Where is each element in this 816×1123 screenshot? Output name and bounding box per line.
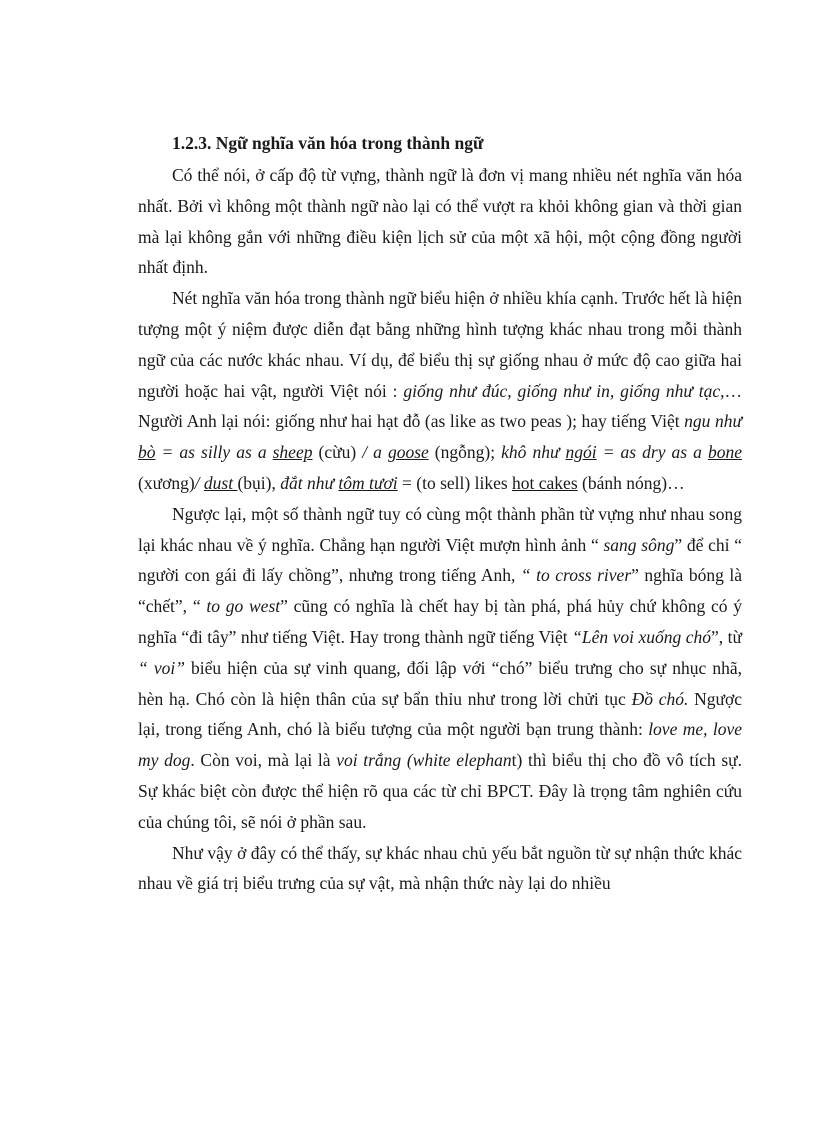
text-run: ” để chỉ “ người con gái đi lấy chồng”, nhưng trong tiếng Anh,	[138, 534, 742, 586]
text-run: ” nghĩa bóng là “chết”, “	[138, 565, 742, 617]
text-run: (cừu)	[312, 442, 363, 463]
text-run: ”, từ	[711, 626, 742, 647]
underlined-word: sheep	[272, 442, 313, 463]
underlined-word: hot cakes	[512, 472, 578, 493]
italic-run: love me, love my dog	[138, 719, 742, 771]
text-run: ” cũng có nghĩa là chết hay bị tàn phá, phá hủy chứ không có ý nghĩa “đi tây” như tiếng Việt. Hay trong thành ngữ tiếng Việt	[138, 596, 742, 647]
italic-run: sang sông	[603, 534, 675, 555]
underlined-word: ngói	[565, 442, 597, 463]
paragraph-2	[138, 283, 742, 499]
italic-run: / a	[362, 442, 388, 463]
text-run: biểu hiện của sự vinh quang, đối lập với “chó” biểu trưng cho sự nhục nhã, hèn hạ. Chó còn là hiện thân của sự bẩn thỉu như trong lời chửi tục	[138, 657, 742, 709]
text-run: ,…Người Anh lại nói: giống như hai hạt đỗ (as like as two peas ); hay tiếng Việt	[138, 380, 742, 432]
text-run: (bánh nóng)…	[577, 472, 685, 493]
italic-run: = as silly as a	[155, 442, 273, 463]
text-run: = (to sell) likes	[397, 472, 513, 493]
italic-run: “ voi”	[138, 657, 185, 678]
italic-run: = as dry as a	[596, 442, 708, 463]
underlined-word: dust	[203, 472, 238, 493]
italic-run: to go west	[206, 596, 281, 617]
text-run: Nét nghĩa văn hóa trong thành ngữ biểu hiện ở nhiều khía cạnh. Trước hết là hiện tượng một ý niệm được diễn đạt bằng những hình tượng khác nhau trong mỗi thành ngữ của các nước khác nhau. Ví dụ, để biểu thị sự giống nhau ở mức độ cao giữa hai người hoặc hai vật, người Việt nói :	[138, 288, 742, 401]
italic-run: giống như đúc, giống như in, giống như tạc	[403, 380, 721, 401]
underlined-word: tôm tươi	[338, 472, 398, 493]
paragraph-3	[138, 499, 742, 838]
text-run: t) thì biểu thị cho đồ vô tích sự. Sự khác biệt còn được thể hiện rõ qua các từ chỉ BPCT. Đây là trọng tâm nghiên cứu của chúng tôi, sẽ nói ở phần sau.	[138, 750, 742, 832]
italic-run: khô như	[501, 442, 566, 463]
italic-run: đắt như	[280, 472, 339, 493]
text-run: Ngược lại, một số thành ngữ tuy có cùng một thành phần từ vựng như nhau song lại khác nhau về ý nghĩa. Chẳng hạn người Việt mượn hình ảnh “	[138, 503, 742, 555]
underlined-word: bone	[707, 442, 742, 463]
text-run: (xương)	[138, 472, 195, 493]
document-body	[138, 126, 742, 899]
underlined-word: bò	[138, 442, 156, 463]
section-heading: 1.2.3. Ngữ nghĩa văn hóa trong thành ngữ	[172, 133, 484, 153]
underlined-word: goose	[387, 442, 429, 463]
italic-run: “ to cross river	[520, 565, 632, 586]
italic-run: “Lên voi xuống chó	[572, 626, 712, 647]
paragraph-1: Có thể nói, ở cấp độ từ vựng, thành ngữ là đơn vị mang nhiều nét nghĩa văn hóa nhất. Bởi vì không một thành ngữ nào lại có thể vượt ra khỏi không gian và thời gian mà lại không gắn với những điều kiện lịch sử của một xã hội, một cộng đồng người nhất định.	[138, 165, 742, 278]
italic-run: voi trắng (white elephan	[336, 750, 512, 771]
text-run: (ngỗng);	[428, 442, 502, 463]
italic-run: /	[194, 472, 204, 493]
text-run: . Còn voi, mà lại là	[190, 750, 337, 771]
paragraph-4: Như vậy ở đây có thể thấy, sự khác nhau chủ yếu bắt nguồn từ sự nhận thức khác nhau về giá trị biểu trưng của sự vật, mà nhận thức này lại do nhiều	[138, 842, 742, 894]
italic-run: Đồ chó.	[631, 688, 689, 709]
text-run: (bụi),	[237, 472, 281, 493]
italic-run: ngu như	[684, 411, 743, 432]
text-run: Ngược lại, trong tiếng Anh, chó là biểu tượng của một người bạn trung thành:	[138, 688, 742, 740]
